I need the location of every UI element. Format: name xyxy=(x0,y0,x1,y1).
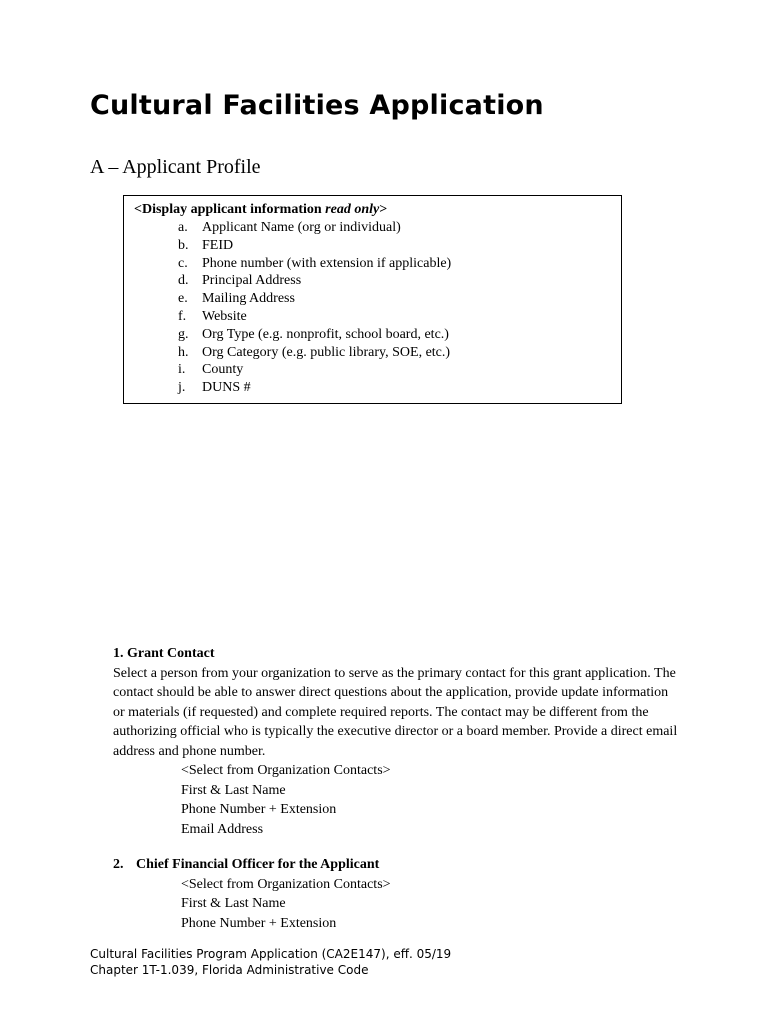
grant-contact-section xyxy=(113,644,683,839)
footer-line-1: Cultural Facilities Program Application (CA2E147), eff. 05/19 xyxy=(90,947,452,961)
page-title: Cultural Facilities Application xyxy=(90,90,544,121)
grant-contact-title: 1. Grant Contact xyxy=(113,646,215,661)
grant-contact-name-field: First & Last Name xyxy=(181,782,286,798)
applicant-info-item: a. Applicant Name (org or individual) xyxy=(178,220,401,235)
applicant-info-item: d. Principal Address xyxy=(178,273,302,289)
cfo-section xyxy=(113,855,683,933)
grant-contact-select[interactable]: <Select from Organization Contacts> xyxy=(181,763,391,778)
cfo-fields xyxy=(113,875,683,934)
applicant-info-list xyxy=(178,219,451,397)
grant-contact-description: Select a person from your organization to serve as the primary contact for this grant application. The contact should be able to answer direct questions about the application, provide update information or materials (if requested) and complete required reports. The contact may be different from the authorizing official who is typically the executive director or a board member. Provide a direct email address and phone number. xyxy=(113,665,678,759)
cfo-title: 2. Chief Financial Officer for the Applicant xyxy=(113,857,380,872)
applicant-info-box xyxy=(123,195,622,404)
cfo-name-field: First & Last Name xyxy=(181,896,286,911)
grant-contact-fields xyxy=(113,761,683,839)
section-a-heading: A – Applicant Profile xyxy=(90,156,261,178)
grant-contact-email-field: Email Address xyxy=(181,821,264,837)
grant-contact-phone-field: Phone Number + Extension xyxy=(181,802,337,817)
applicant-info-item: h. Org Category (e.g. public library, SOE, etc.) xyxy=(178,344,451,360)
applicant-info-item: b. FEID xyxy=(178,237,234,253)
applicant-info-item: e. Mailing Address xyxy=(178,291,295,307)
applicant-info-item: j. DUNS # xyxy=(178,380,251,396)
applicant-info-item: c. Phone number (with extension if applicable) xyxy=(178,255,452,271)
page-footer xyxy=(90,946,451,978)
cfo-select[interactable]: <Select from Organization Contacts> xyxy=(181,876,391,892)
applicant-info-item: f. Website xyxy=(178,308,247,324)
applicant-info-item: g. Org Type (e.g. nonprofit, school board, etc.) xyxy=(178,326,449,342)
applicant-info-header: <Display applicant information read only> xyxy=(134,202,388,217)
cfo-phone-field: Phone Number + Extension xyxy=(181,915,337,931)
footer-line-2: Chapter 1T-1.039, Florida Administrative Code xyxy=(90,963,369,977)
applicant-info-item: i. County xyxy=(178,362,244,378)
